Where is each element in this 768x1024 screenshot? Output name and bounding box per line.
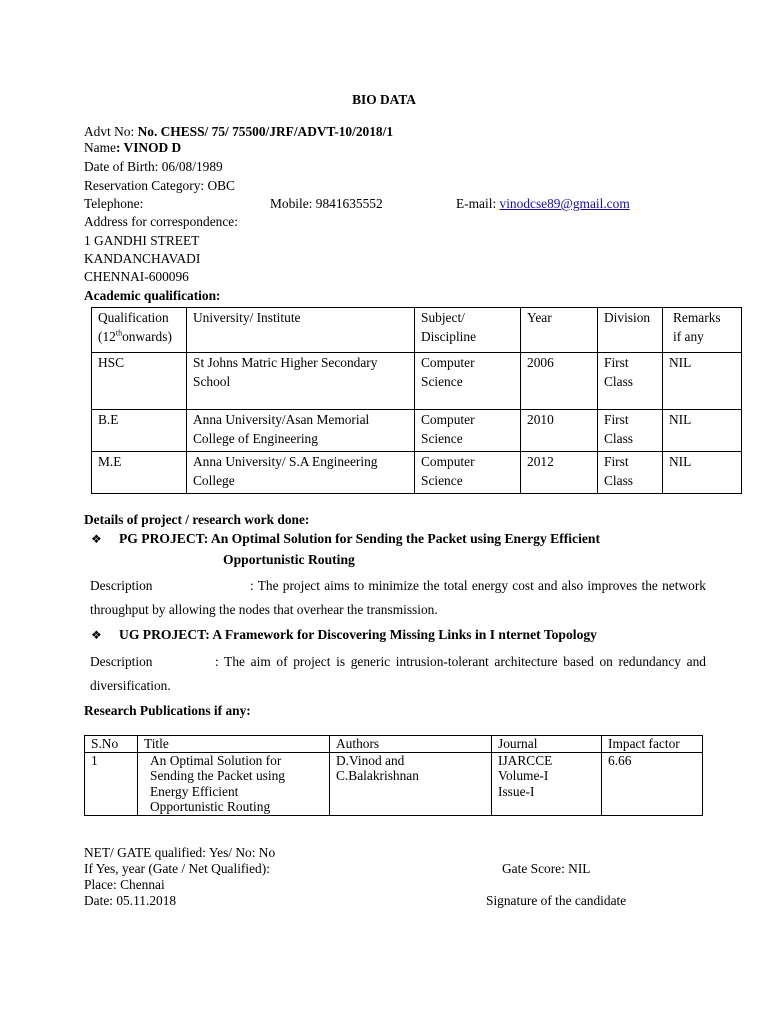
date: Date: 05.11.2018	[84, 893, 177, 908]
publications-heading: Research Publications if any:	[84, 703, 251, 718]
gate-score: Gate Score: NIL	[502, 861, 591, 876]
email	[456, 196, 630, 212]
advt-label: Advt No:	[84, 124, 138, 139]
table-header-row	[92, 308, 742, 353]
address-label: Address for correspondence:	[84, 214, 238, 229]
qualified-year: If Yes, year (Gate / Net Qualified):	[84, 861, 270, 876]
header-title: Title	[138, 736, 330, 753]
header-university: University/ Institute	[187, 308, 415, 353]
signature-label: Signature of the candidate	[486, 893, 627, 908]
address-line: KANDANCHAVADI	[84, 251, 201, 266]
table-row: 1 An Optimal Solution for Sending the Packet using Energy Efficient Opportunistic Routing D.Vinod and C.Balakrishnan IJARCCE Volume-I Issue-I 6.66	[85, 752, 703, 815]
address-line: CHENNAI-600096	[84, 269, 189, 284]
net-gate-qualified: NET/ GATE qualified: Yes/ No: No	[84, 845, 276, 860]
table-header-row	[85, 736, 703, 753]
email-link[interactable]: vinodcse89@gmail.com	[499, 196, 630, 211]
header-impact: Impact factor	[602, 736, 703, 753]
pg-project-title: PG PROJECT: An Optimal Solution for Sending the Packet using Energy Efficient	[119, 531, 600, 546]
header-sno: S.No	[85, 736, 138, 753]
reservation-category: Reservation Category: OBC	[84, 178, 235, 193]
date-of-birth: Date of Birth: 06/08/1989	[84, 159, 223, 174]
bullet-diamond-icon: ❖	[91, 532, 102, 546]
pg-project-title-continued: Opportunistic Routing	[223, 552, 355, 567]
projects-heading: Details of project / research work done:	[84, 512, 310, 527]
table-row: M.E Anna University/ S.A Engineering College Computer Science 2012 First Class NIL	[92, 452, 742, 494]
telephone-label: Telephone:	[84, 196, 144, 211]
place: Place: Chennai	[84, 877, 165, 892]
header-remarks: Remarks if any	[663, 308, 742, 353]
name-value: : VINOD D	[115, 140, 182, 155]
header-division: Division	[598, 308, 663, 353]
publications-table	[84, 735, 703, 816]
pg-project-description: Description : The project aims to minimize the total energy cost and also improves the network throughput by allowing the nodes that overhear the transmission.	[90, 578, 706, 617]
academic-table	[91, 307, 742, 494]
email-label: E-mail:	[456, 196, 500, 211]
header-qualification: Qualification (12thonwards)	[92, 308, 187, 353]
candidate-name	[84, 140, 181, 156]
ug-project-description: Description : The aim of project is generic intrusion-tolerant architecture based on redundancy and diversification.	[90, 654, 706, 693]
page-title: BIO DATA	[352, 92, 416, 107]
header-authors: Authors	[330, 736, 492, 753]
address-line: 1 GANDHI STREET	[84, 233, 200, 248]
table-row: B.E Anna University/Asan Memorial College of Engineering Computer Science 2010 First Class NIL	[92, 410, 742, 452]
header-journal: Journal	[492, 736, 602, 753]
ug-project-title: UG PROJECT: A Framework for Discovering Missing Links in I nternet Topology	[119, 627, 597, 642]
table-row: HSC St Johns Matric Higher Secondary School Computer Science 2006 First Class NIL	[92, 353, 742, 410]
academic-heading: Academic qualification:	[84, 288, 221, 303]
advt-value: No. CHESS/ 75/ 75500/JRF/ADVT-10/2018/1	[137, 124, 394, 139]
advt-number	[84, 124, 393, 140]
header-year: Year	[521, 308, 598, 353]
mobile-number: Mobile: 9841635552	[270, 196, 383, 211]
header-subject: Subject/ Discipline	[415, 308, 521, 353]
bullet-diamond-icon: ❖	[91, 628, 102, 642]
name-label: Name	[84, 140, 116, 155]
